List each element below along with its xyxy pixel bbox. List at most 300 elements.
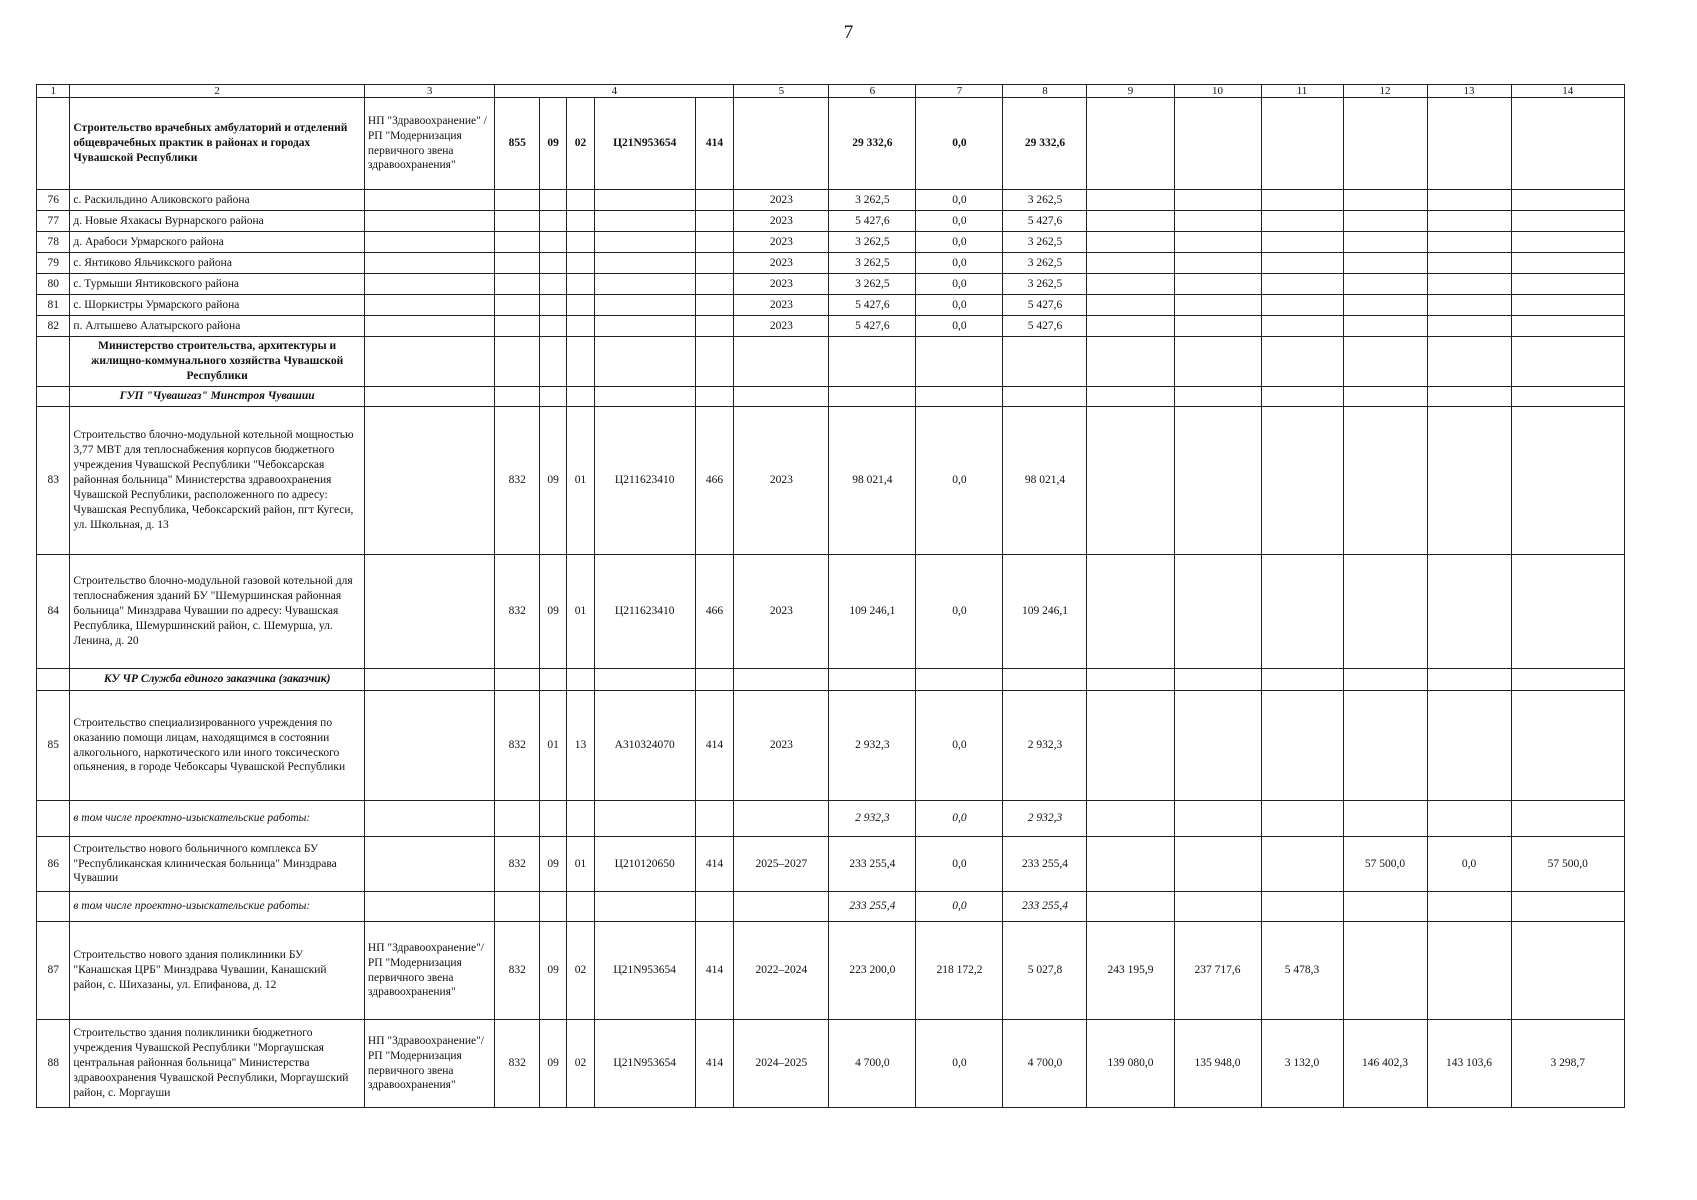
row-c12: [1343, 407, 1427, 555]
table-row: [37, 98, 1625, 190]
row-pr: [567, 337, 594, 387]
row-program: [364, 190, 495, 211]
row-grbs: [495, 801, 540, 837]
row-c7: 0,0: [916, 407, 1003, 555]
row-grbs: [495, 387, 540, 407]
colnum: 8: [1003, 85, 1087, 98]
row-c13: [1427, 295, 1511, 316]
row-year: 2023: [734, 407, 829, 555]
row-vr: [695, 232, 733, 253]
row-c8: 3 262,5: [1003, 190, 1087, 211]
row-name: с. Янтиково Яльчикского района: [70, 253, 365, 274]
row-csr: Ц21N953654: [594, 1020, 695, 1108]
row-rz: 09: [539, 1020, 566, 1108]
row-rz: [539, 387, 566, 407]
row-vr: 414: [695, 691, 733, 801]
row-c14: 57 500,0: [1511, 837, 1625, 892]
row-c11: 5 478,3: [1261, 922, 1343, 1020]
row-rz: [539, 295, 566, 316]
row-pr: [567, 669, 594, 691]
table-row: [37, 922, 1625, 1020]
row-c13: [1427, 407, 1511, 555]
row-vr: 466: [695, 407, 733, 555]
row-c11: [1261, 669, 1343, 691]
row-c14: [1511, 98, 1625, 190]
row-csr: [594, 211, 695, 232]
row-vr: [695, 274, 733, 295]
row-c12: [1343, 295, 1427, 316]
row-c13: [1427, 669, 1511, 691]
row-vr: [695, 295, 733, 316]
row-c10: [1174, 837, 1261, 892]
table-row: [37, 691, 1625, 801]
row-c14: [1511, 253, 1625, 274]
row-c13: 143 103,6: [1427, 1020, 1511, 1108]
row-vr: 466: [695, 555, 733, 669]
row-c6: 29 332,6: [829, 98, 916, 190]
row-year: [734, 892, 829, 922]
row-c12: [1343, 337, 1427, 387]
row-c11: [1261, 837, 1343, 892]
row-c7: 0,0: [916, 892, 1003, 922]
row-c12: [1343, 253, 1427, 274]
row-c10: [1174, 316, 1261, 337]
row-pr: 02: [567, 1020, 594, 1108]
row-rz: 09: [539, 98, 566, 190]
row-c10: [1174, 190, 1261, 211]
row-c8: 233 255,4: [1003, 892, 1087, 922]
row-c14: [1511, 691, 1625, 801]
row-c6: 3 262,5: [829, 274, 916, 295]
row-num: 82: [37, 316, 70, 337]
row-name: п. Алтышево Алатырского района: [70, 316, 365, 337]
row-num: 77: [37, 211, 70, 232]
row-pr: [567, 274, 594, 295]
row-grbs: [495, 274, 540, 295]
row-c9: [1087, 669, 1174, 691]
row-vr: [695, 253, 733, 274]
row-c10: [1174, 98, 1261, 190]
row-program: [364, 232, 495, 253]
row-rz: [539, 274, 566, 295]
row-grbs: [495, 232, 540, 253]
row-c14: [1511, 892, 1625, 922]
row-c14: 3 298,7: [1511, 1020, 1625, 1108]
row-c14: [1511, 555, 1625, 669]
row-name: с. Турмыши Янтиковского района: [70, 274, 365, 295]
row-num: [37, 387, 70, 407]
row-c14: [1511, 211, 1625, 232]
row-c8: [1003, 337, 1087, 387]
row-csr: [594, 387, 695, 407]
row-year: 2023: [734, 555, 829, 669]
row-c8: [1003, 387, 1087, 407]
row-c10: [1174, 555, 1261, 669]
row-c9: [1087, 387, 1174, 407]
row-name: в том числе проектно-изыскательские работы:: [70, 892, 365, 922]
row-c6: 5 427,6: [829, 295, 916, 316]
row-c9: [1087, 274, 1174, 295]
row-rz: 09: [539, 407, 566, 555]
row-c10: [1174, 387, 1261, 407]
row-c14: [1511, 387, 1625, 407]
row-pr: 02: [567, 922, 594, 1020]
row-vr: [695, 190, 733, 211]
colnum: 6: [829, 85, 916, 98]
row-grbs: [495, 316, 540, 337]
row-name: Строительство блочно-модульной котельной мощностью 3,77 МВТ для теплоснабжения корпусов бюджетного учреждения Чувашской Республики "Чебоксарская районная больница" Министерства здравоохранения Чувашской Республики, расположенного по адресу: Чувашская Республика, Чебоксарский район, пгт Кугеси, ул. Школьная, д. 13: [70, 407, 365, 555]
row-c13: [1427, 190, 1511, 211]
row-c9: [1087, 232, 1174, 253]
colnum: 9: [1087, 85, 1174, 98]
row-program: [364, 837, 495, 892]
row-program: [364, 316, 495, 337]
row-program: [364, 274, 495, 295]
row-c6: [829, 337, 916, 387]
row-grbs: 832: [495, 407, 540, 555]
row-c12: [1343, 691, 1427, 801]
row-year: [734, 669, 829, 691]
row-c7: 0,0: [916, 555, 1003, 669]
row-program: [364, 387, 495, 407]
row-c9: [1087, 316, 1174, 337]
row-c12: [1343, 387, 1427, 407]
row-c13: [1427, 232, 1511, 253]
row-csr: Ц21N953654: [594, 922, 695, 1020]
row-year: 2024–2025: [734, 1020, 829, 1108]
row-c10: [1174, 211, 1261, 232]
colnum: 4: [495, 85, 734, 98]
row-grbs: 832: [495, 691, 540, 801]
row-pr: [567, 801, 594, 837]
row-vr: [695, 387, 733, 407]
row-vr: [695, 211, 733, 232]
row-program: [364, 555, 495, 669]
row-c11: [1261, 892, 1343, 922]
table-row: [37, 190, 1625, 211]
row-rz: [539, 211, 566, 232]
colnum: 14: [1511, 85, 1625, 98]
row-grbs: 832: [495, 922, 540, 1020]
row-c11: [1261, 691, 1343, 801]
row-num: 87: [37, 922, 70, 1020]
row-c14: [1511, 669, 1625, 691]
row-c6: [829, 387, 916, 407]
row-csr: [594, 316, 695, 337]
table-row: [37, 316, 1625, 337]
row-c10: [1174, 253, 1261, 274]
row-csr: [594, 253, 695, 274]
row-csr: [594, 892, 695, 922]
row-pr: 02: [567, 98, 594, 190]
row-num: 76: [37, 190, 70, 211]
row-num: 80: [37, 274, 70, 295]
row-c7: 0,0: [916, 253, 1003, 274]
row-c8: 98 021,4: [1003, 407, 1087, 555]
row-c12: [1343, 316, 1427, 337]
row-c6: 98 021,4: [829, 407, 916, 555]
table-row: [37, 295, 1625, 316]
table-row: [37, 837, 1625, 892]
row-c12: [1343, 555, 1427, 669]
row-csr: Ц210120650: [594, 837, 695, 892]
row-program: [364, 253, 495, 274]
row-c11: [1261, 295, 1343, 316]
row-c13: [1427, 337, 1511, 387]
row-c7: [916, 337, 1003, 387]
row-c6: 109 246,1: [829, 555, 916, 669]
row-c9: [1087, 407, 1174, 555]
row-year: 2023: [734, 295, 829, 316]
row-c8: 3 262,5: [1003, 253, 1087, 274]
row-name: с. Раскильдино Аликовского района: [70, 190, 365, 211]
row-c14: [1511, 407, 1625, 555]
colnum: 13: [1427, 85, 1511, 98]
row-c11: [1261, 190, 1343, 211]
row-c13: [1427, 801, 1511, 837]
row-c7: 0,0: [916, 190, 1003, 211]
row-c11: [1261, 555, 1343, 669]
row-c7: 0,0: [916, 316, 1003, 337]
row-c6: 223 200,0: [829, 922, 916, 1020]
row-c10: [1174, 892, 1261, 922]
row-num: 88: [37, 1020, 70, 1108]
row-year: [734, 801, 829, 837]
row-c13: [1427, 211, 1511, 232]
row-c6: 3 262,5: [829, 253, 916, 274]
row-c13: [1427, 253, 1511, 274]
row-c7: [916, 669, 1003, 691]
row-program: [364, 407, 495, 555]
row-c11: [1261, 407, 1343, 555]
table-row: [37, 669, 1625, 691]
row-c7: 0,0: [916, 295, 1003, 316]
row-c8: 3 262,5: [1003, 274, 1087, 295]
row-year: 2022–2024: [734, 922, 829, 1020]
row-year: 2023: [734, 190, 829, 211]
row-c8: 4 700,0: [1003, 1020, 1087, 1108]
row-csr: [594, 190, 695, 211]
row-year: [734, 337, 829, 387]
row-c11: [1261, 232, 1343, 253]
row-rz: [539, 316, 566, 337]
row-rz: 09: [539, 922, 566, 1020]
row-c14: [1511, 801, 1625, 837]
row-name: Строительство врачебных амбулаторий и отделений общеврачебных практик в районах и городах Чувашской Республики: [70, 98, 365, 190]
row-num: 79: [37, 253, 70, 274]
row-rz: 01: [539, 691, 566, 801]
row-csr: [594, 232, 695, 253]
row-rz: [539, 801, 566, 837]
row-c10: [1174, 232, 1261, 253]
row-c8: 5 027,8: [1003, 922, 1087, 1020]
row-c9: [1087, 253, 1174, 274]
row-name: с. Шоркистры Урмарского района: [70, 295, 365, 316]
row-c10: [1174, 691, 1261, 801]
row-name: Министерство строительства, архитектуры и жилищно-коммунального хозяйства Чувашской Республики: [70, 337, 365, 387]
row-pr: 01: [567, 555, 594, 669]
colnum: 1: [37, 85, 70, 98]
row-num: 81: [37, 295, 70, 316]
row-pr: [567, 316, 594, 337]
row-pr: 13: [567, 691, 594, 801]
row-c13: [1427, 555, 1511, 669]
row-pr: 01: [567, 837, 594, 892]
row-csr: [594, 801, 695, 837]
row-c7: 0,0: [916, 232, 1003, 253]
colnum: 7: [916, 85, 1003, 98]
row-c7: 218 172,2: [916, 922, 1003, 1020]
row-c13: 0,0: [1427, 837, 1511, 892]
row-rz: [539, 337, 566, 387]
table-row: [37, 253, 1625, 274]
row-c14: [1511, 190, 1625, 211]
row-year: [734, 387, 829, 407]
row-name: д. Новые Яхакасы Вурнарского района: [70, 211, 365, 232]
row-year: 2025–2027: [734, 837, 829, 892]
row-c12: [1343, 892, 1427, 922]
row-program: [364, 892, 495, 922]
row-grbs: 832: [495, 837, 540, 892]
row-c7: 0,0: [916, 837, 1003, 892]
row-rz: 09: [539, 555, 566, 669]
row-vr: 414: [695, 1020, 733, 1108]
row-c9: [1087, 801, 1174, 837]
row-c12: [1343, 669, 1427, 691]
row-pr: 01: [567, 407, 594, 555]
row-c10: [1174, 274, 1261, 295]
row-c11: [1261, 801, 1343, 837]
row-c9: [1087, 892, 1174, 922]
row-num: [37, 892, 70, 922]
row-c9: [1087, 691, 1174, 801]
row-name: КУ ЧР Служба единого заказчика (заказчик): [70, 669, 365, 691]
row-year: [734, 98, 829, 190]
row-c6: 2 932,3: [829, 691, 916, 801]
row-c6: 3 262,5: [829, 232, 916, 253]
row-pr: [567, 232, 594, 253]
row-grbs: [495, 190, 540, 211]
row-c8: 5 427,6: [1003, 316, 1087, 337]
row-c6: 5 427,6: [829, 316, 916, 337]
row-csr: [594, 295, 695, 316]
row-c11: [1261, 211, 1343, 232]
row-name: ГУП "Чувашгаз" Минстроя Чувашии: [70, 387, 365, 407]
row-vr: 414: [695, 922, 733, 1020]
row-c11: [1261, 98, 1343, 190]
table-row: [37, 387, 1625, 407]
row-num: [37, 98, 70, 190]
row-rz: [539, 190, 566, 211]
row-c9: 243 195,9: [1087, 922, 1174, 1020]
table-row: [37, 801, 1625, 837]
row-c14: [1511, 922, 1625, 1020]
row-c7: 0,0: [916, 691, 1003, 801]
row-grbs: 832: [495, 1020, 540, 1108]
table-row: [37, 555, 1625, 669]
row-rz: [539, 232, 566, 253]
row-c12: [1343, 211, 1427, 232]
row-program: [364, 211, 495, 232]
row-vr: [695, 316, 733, 337]
table-row: [37, 211, 1625, 232]
row-grbs: [495, 669, 540, 691]
row-rz: 09: [539, 837, 566, 892]
row-csr: [594, 669, 695, 691]
row-csr: А310324070: [594, 691, 695, 801]
colnum: 11: [1261, 85, 1343, 98]
row-vr: [695, 801, 733, 837]
row-c10: [1174, 295, 1261, 316]
row-program: НП "Здравоохранение" / РП "Модернизация первичного звена здравоохранения": [364, 98, 495, 190]
row-c13: [1427, 922, 1511, 1020]
row-c11: [1261, 274, 1343, 295]
row-name: Строительство блочно-модульной газовой котельной для теплоснабжения зданий БУ "Шемуршинская районная больница" Минздрава Чувашии по адресу: Чувашская Республика, Шемуршинский район, с. Шемурша, ул. Ленина, д. 20: [70, 555, 365, 669]
row-c10: [1174, 801, 1261, 837]
row-c8: 5 427,6: [1003, 211, 1087, 232]
row-grbs: [495, 295, 540, 316]
row-name: Строительство здания поликлиники бюджетного учреждения Чувашской Республики "Моргаушская центральная районная больница" Министерства здравоохранения Чувашской Республики, Моргаушский район, с. Моргауши: [70, 1020, 365, 1108]
row-num: 86: [37, 837, 70, 892]
row-program: [364, 691, 495, 801]
row-c13: [1427, 387, 1511, 407]
row-c6: 233 255,4: [829, 892, 916, 922]
row-c7: 0,0: [916, 1020, 1003, 1108]
row-name: Строительство специализированного учреждения по оказанию помощи лицам, находящимся в состоянии алкогольного, наркотического или иного токсического опьянения, в городе Чебоксары Чувашской Республики: [70, 691, 365, 801]
row-c7: 0,0: [916, 274, 1003, 295]
row-name: д. Арабоси Урмарского района: [70, 232, 365, 253]
row-vr: [695, 669, 733, 691]
row-pr: [567, 211, 594, 232]
row-c8: 2 932,3: [1003, 691, 1087, 801]
row-c11: [1261, 337, 1343, 387]
row-c9: [1087, 98, 1174, 190]
row-pr: [567, 295, 594, 316]
row-c12: 146 402,3: [1343, 1020, 1427, 1108]
table-row: [37, 232, 1625, 253]
row-c13: [1427, 98, 1511, 190]
row-year: 2023: [734, 316, 829, 337]
row-c11: [1261, 387, 1343, 407]
row-c6: 2 932,3: [829, 801, 916, 837]
colnum: 10: [1174, 85, 1261, 98]
colnum: 5: [734, 85, 829, 98]
row-c6: 233 255,4: [829, 837, 916, 892]
row-year: 2023: [734, 253, 829, 274]
row-c14: [1511, 232, 1625, 253]
row-c8: 5 427,6: [1003, 295, 1087, 316]
row-grbs: [495, 337, 540, 387]
row-grbs: 832: [495, 555, 540, 669]
row-name: Строительство нового больничного комплекса БУ "Республиканская клиническая больница" Минздрава Чувашии: [70, 837, 365, 892]
row-c11: 3 132,0: [1261, 1020, 1343, 1108]
row-csr: Ц21N953654: [594, 98, 695, 190]
row-c11: [1261, 316, 1343, 337]
row-name: Строительство нового здания поликлиники БУ "Канашская ЦРБ" Минздрава Чувашии, Канашский район, с. Шихазаны, ул. Епифанова, д. 12: [70, 922, 365, 1020]
row-year: 2023: [734, 274, 829, 295]
row-program: [364, 337, 495, 387]
row-rz: [539, 892, 566, 922]
row-num: 84: [37, 555, 70, 669]
row-year: 2023: [734, 691, 829, 801]
table-row: [37, 274, 1625, 295]
row-c14: [1511, 295, 1625, 316]
row-year: 2023: [734, 211, 829, 232]
row-num: 85: [37, 691, 70, 801]
row-grbs: 855: [495, 98, 540, 190]
row-pr: [567, 387, 594, 407]
row-c8: [1003, 669, 1087, 691]
